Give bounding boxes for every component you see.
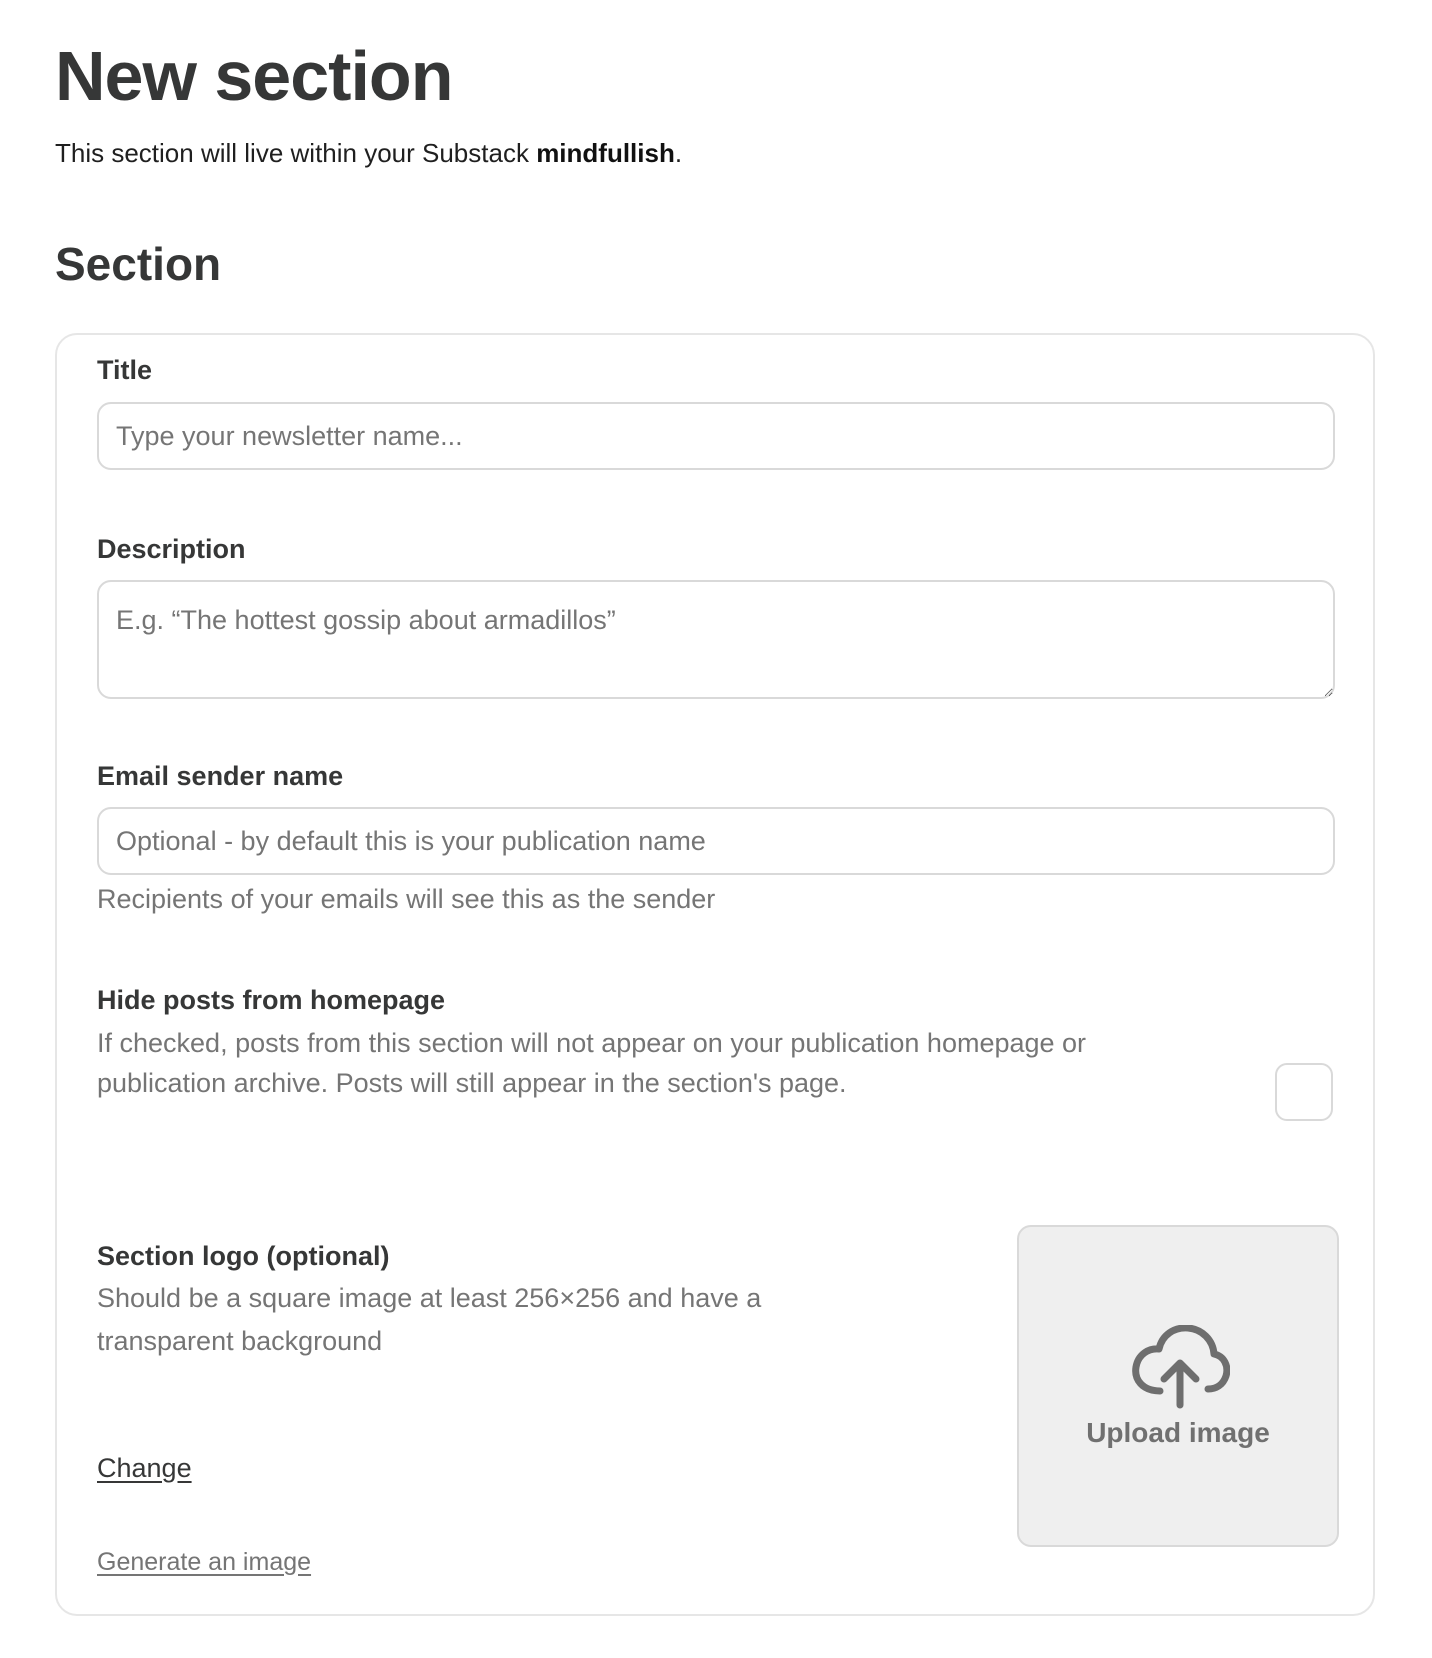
title-input[interactable]	[97, 402, 1335, 470]
description-label: Description	[97, 534, 246, 564]
change-logo-link[interactable]: Change	[97, 1453, 192, 1483]
page-title: New section	[55, 37, 453, 115]
intro-prefix: This section will live within your Substack	[55, 138, 537, 168]
email-sender-input[interactable]	[97, 807, 1335, 875]
email-sender-label: Email sender name	[97, 761, 344, 791]
generate-image-link[interactable]: Generate an image	[97, 1548, 312, 1576]
intro-text	[55, 136, 682, 170]
section-logo-label: Section logo (optional)	[97, 1241, 390, 1271]
upload-image-button[interactable]	[1017, 1225, 1339, 1547]
email-sender-help: Recipients of your emails will see this as the sender	[97, 884, 716, 914]
section-logo-help: Should be a square image at least 256×256 and have a transparent background	[97, 1283, 762, 1356]
description-textarea[interactable]	[97, 580, 1335, 699]
cloud-upload-icon	[1130, 1325, 1230, 1409]
intro-suffix: .	[674, 138, 683, 168]
hide-posts-checkbox[interactable]	[1275, 1063, 1333, 1121]
section-form-card	[55, 333, 1375, 1616]
section-heading: Section	[55, 238, 222, 290]
title-label: Title	[97, 355, 153, 385]
publication-name: mindfullish	[536, 138, 675, 168]
hide-posts-help: If checked, posts from this section will not appear on your publication homepage or publication archive. Posts will still appear in the section's page.	[97, 1028, 1087, 1098]
upload-image-label: Upload image	[1086, 1417, 1270, 1448]
hide-posts-label: Hide posts from homepage	[97, 985, 446, 1015]
